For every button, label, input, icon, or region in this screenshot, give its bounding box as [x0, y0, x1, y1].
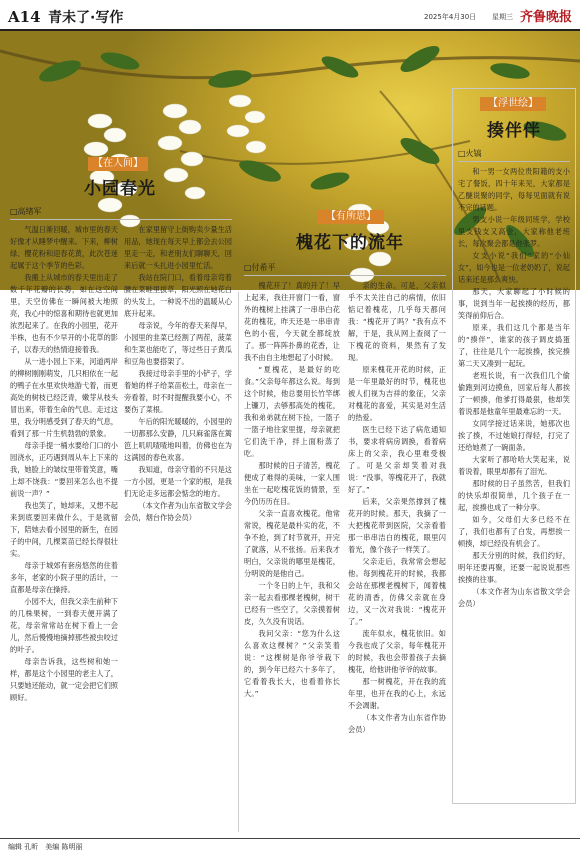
paragraph: 父亲一直喜欢槐花。他常常说，槐花是最朴实的花，不争不抢，到了时节就开，开完了就落，从不张扬。后来我才明白，父亲说的哪里是槐花，分明说的是他自己。: [244, 509, 340, 578]
paragraph: 那时候的日子虽然苦，但我们的快乐却很简单，几个孩子在一起，挨揍也成了一种分享。: [458, 479, 570, 512]
section-name: 青未了·写作: [48, 10, 124, 26]
article1-title-rule: [10, 219, 232, 220]
paragraph: 老班长说，有一次我们几个偷偷跑到河边摸鱼，回家后每人都挨了一顿揍，他爹打得最狠，他却笑着说那是他童年里最难忘的一天。: [458, 371, 570, 416]
paragraph: 我搬上从城市的春天里出走了数千年花瓣的长势，如在这空间里，天空仿佛在一瞬间被大地照亮，我心中的惊喜和期待也就更加浓烈起来了。在我的小园里，花开半株，也有不少早开的小花草的影子，以春天的热情迎接着我。: [10, 273, 118, 354]
paragraph: 和一男一女两位贵阳籍的支小宅了餐饭，四十年来见，大家都是乙醚说聚的同学，每每见面就有说不完的话题。: [458, 167, 570, 212]
paragraph: 那天，大家聊起了小时候的事，说到当年一起挨揍的经历，都笑得前仰后合。: [458, 287, 570, 320]
paragraph: 我接过母亲手里的小铲子，学着她的样子给菜苗松土，母亲在一旁看着，时不时提醒我要小心，不要伤了菜根。: [124, 369, 232, 414]
article1-title: 小园春光: [84, 179, 156, 199]
paragraph: 大家听了都哈哈大笑起来，说着说着，眼里却都有了泪光。: [458, 455, 570, 476]
article2-title-rule: [244, 275, 446, 276]
paragraph: 母亲告诉我，这些树和她一样，都是这个小园里的老主人了，只要她还能动，就一定会把它们照顾好。: [10, 657, 118, 702]
paragraph: 医生已经下达了病危通知书，要求将病房调换，看着病床上的父亲，我心里难受极了。可是父亲却笑着对我说：“没事，等槐花开了，我就好了。”: [348, 425, 446, 494]
article3-column-tag: 【浮世绘】: [480, 97, 546, 111]
article2-column-right: [348, 280, 446, 832]
article1-column-left: [10, 224, 118, 832]
paragraph: 原来，我们这几个都是当年的“揍伴”，谁家的孩子调皮捣蛋了，往往是几个一起挨揍，挨完揍第二天又凑到一起玩。: [458, 323, 570, 368]
paragraph: 那时候的日子清苦，槐花便成了难得的美味，一家人围坐在一起吃槐花饭的情景，至今仍历历在目。: [244, 461, 340, 506]
paragraph: 流年似水，槐花依旧。如今我也成了父亲，每年槐花开的时候，我也会带着孩子去摘槐花，给他讲他爷爷的故事。: [348, 629, 446, 674]
paragraph: 女支小说“我们”家的“小仙女”，如今也是一位老奶奶了，说起话来还是那么爽快。: [458, 251, 570, 284]
page-number: A14: [8, 8, 41, 26]
article2-column-left: [244, 280, 340, 832]
paragraph: 父亲走后，我常常会想起他。每到槐花开的时候，我都会站在那棵老槐树下，闻着槐花的清香，仿佛父亲就在身边，又一次对我说：“槐花开了。”: [348, 557, 446, 626]
paragraph: （本文作者为山东省作协会员）: [348, 713, 446, 734]
paragraph: 那天分别的时候，我们约好，明年还要再聚，还要一起说说那些挨揍的往事。: [458, 551, 570, 584]
paragraph: 我也笑了，她却来，又想不起来到底要回来做什么，于是就留下，陪她去看小园里的新生，在园子的中间，几棵菜苗已经长得很壮实。: [10, 501, 118, 558]
paragraph: 亲的生命。可是，父亲似乎不太关注自己的病情，依旧惦记着槐花，几乎每天都问我：“槐花开了吗？”我有点不解，于是，我从网上查阅了一下槐花的资料，果然有了发现。: [348, 281, 446, 362]
paragraph: 我问父亲：“您为什么这么喜欢这棵树？”父亲笑着说：“这棵树是你爷爷栽下的，到今年已经六十多年了，它看着我长大，也看着你长大。”: [244, 629, 340, 698]
paragraph: 女同学接过话来说，她那次也挨了揍，不过她娘打得轻，打完了还给她煮了一碗面条。: [458, 419, 570, 452]
article1-column-right: [124, 224, 232, 832]
article2-title: 槐花下的流年: [296, 233, 404, 253]
paragraph: 母亲说，今年的春天来得早，小园里的韭菜已经割了两茬，菠菜和生菜也能吃了，等过些日子黄瓜和豆角也要搭架了。: [124, 321, 232, 366]
editor-credits: 编辑 孔昕 美编 陈明丽: [8, 843, 83, 851]
paragraph: 如今，父母们大多已经不在了，我们也都有了白发，再想挨一顿揍，却已经没有机会了。: [458, 515, 570, 548]
article3-title-rule: [458, 161, 570, 162]
paragraph: 在家里留守上街购卖少量生活用品，她现在每天早上都会去公园里走一走，和老朋友们聊聊天，回来后就一头扎进小园里忙活。: [124, 225, 232, 270]
article3-title: 揍伴伴: [487, 121, 541, 141]
paragraph: （本文作者为山东省散文学会会员）: [458, 587, 570, 608]
paragraph: 小园不大，但我父亲生前种下的几株果树，一到春天便开满了花，母亲常常站在树下看上一会儿，然后慢慢地摘掉那些被虫咬过的叶子。: [10, 597, 118, 654]
article3-column: [458, 166, 570, 800]
paragraph: 我站在院门口，看着母亲弯着腰在菜畦里拔草，阳光照在她花白的头发上，一种说不出的温暖从心底升起来。: [124, 273, 232, 318]
page-footer: [0, 838, 580, 852]
issue-weekday: 星期三: [492, 13, 513, 21]
paragraph: 我知道，母亲守着的不只是这一方小园，更是一个家的根，是我们无论走多远都会惦念的地方。: [124, 465, 232, 498]
column-divider: [238, 292, 239, 832]
paragraph: 午后的阳光暖暖的，小园里的一切都那么安静，几只麻雀落在篱笆上叽叽喳喳地叫着，仿佛也在为这满园的春色欢喜。: [124, 417, 232, 462]
paragraph: “夏槐花，是最好的吃食。”父亲每年都这么说。每到这个时候，他总要用长竹竿绑上镰刀，去够那高处的槐花，我和弟弟就在树下捡，一篮子一篮子地往家里提，母亲就把它们洗干净，拌上面粉蒸了吃。: [244, 365, 340, 458]
paragraph: 槐花开了！真的开了！早上起来，我往开窗门一看，窗外的槐树上挂满了一串串白花花的槐花，昨天还是一串串青色的小苞，今天就全都绽放了。那一阵阵扑鼻的花香，让我不由自主地想起了小时候。: [244, 281, 340, 362]
paragraph: 气温日渐回暖，城市里的春天好像才从睡梦中醒来。下来，柳树绿、樱花粉和迎春花黄，此次苍迷起属于这个季节的色彩。: [10, 225, 118, 270]
paragraph: 一个冬日的上午，我和父亲一起去看那棵老槐树，树干已经有一些空了，父亲摸着树皮，久久没有说话。: [244, 581, 340, 626]
paragraph: 原来槐花开花的时候，正是一年里最好的时节，槐花也被人们视为吉祥的象征，父亲对槐花的喜爱，其实是对生活的热爱。: [348, 365, 446, 422]
article2-column-tag: 【有所思】: [318, 210, 384, 224]
paragraph: 母亲手提一桶水要给门口的小园浇水，正巧遇到周从车上下来的我，她脸上的皱纹里带着笑意，嘴上却不饶我：“要回来怎么也不提前说一声？”: [10, 441, 118, 498]
article1-author: □高绪军: [10, 207, 42, 216]
masthead: [0, 0, 580, 30]
paragraph: 男支小说一年级同班学，学校里支钱支又高金，大家称他老班长，每次聚会都是他张罗。: [458, 215, 570, 248]
article1-column-tag: 【在人间】: [88, 157, 148, 171]
article3-author: □火镐: [458, 149, 482, 158]
newspaper-logo: 齐鲁晚报: [520, 10, 573, 25]
paragraph: 母亲于城郊有套房悠然的住着多年，老家的小院子里的活计，一直都是母亲在操持。: [10, 561, 118, 594]
issue-date: 2025年4月30日: [424, 13, 477, 21]
paragraph: 从一进小园上下来，河道两岸的柳树刚刚萌发，几只相依在一起的鸭子在水里欢快地游弋着，而更高处的树枝已经泛青，嫩芽从枝头冒出来，带着生命的气息。走过这里，我分明感受到了春天的气息，看到了那一片生机勃勃的景象。: [10, 357, 118, 438]
paragraph: 后来，父亲果然撑到了槐花开的时候。那天，我摘了一大把槐花带到医院，父亲看着那一串串洁白的槐花，眼里闪着光，像个孩子一样笑了。: [348, 497, 446, 554]
paragraph: 那一树槐花，开在我的流年里，也开在我的心上，永远不会凋谢。: [348, 677, 446, 710]
article2-author: □付希平: [244, 263, 276, 272]
paragraph: （本文作者为山东省散文学会会员，烟台作协会员）: [124, 501, 232, 522]
